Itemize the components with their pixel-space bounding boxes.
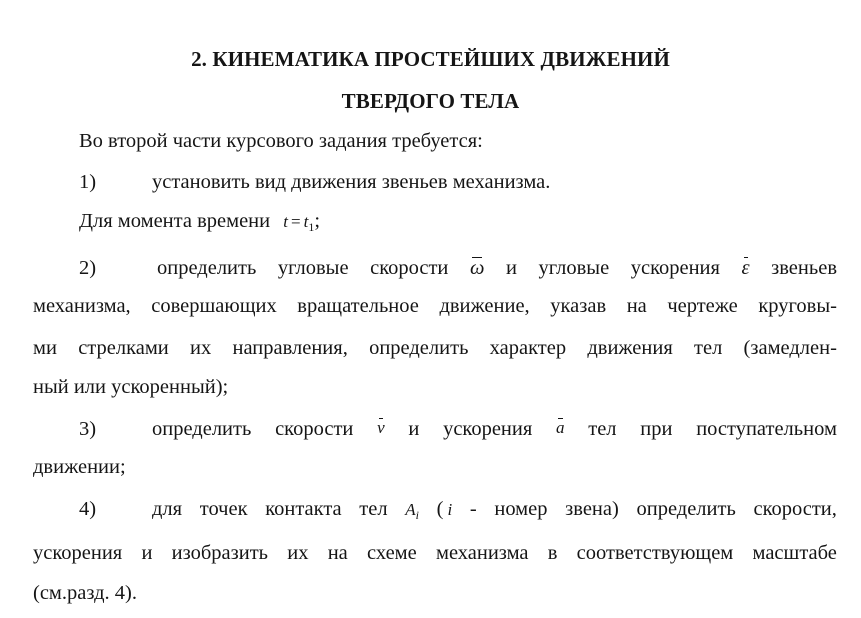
item-3-word: поступательном [696, 418, 837, 440]
item-2-word: определить [157, 257, 257, 279]
item-2-word: угловые [277, 257, 349, 279]
item-1-number: 1) [79, 171, 97, 193]
item-4-word: точек [199, 498, 248, 520]
item-4-word: масштабе [752, 542, 837, 564]
equals-sign: = [290, 212, 301, 231]
item-3-word: при [640, 418, 673, 440]
item-2-word: на [626, 295, 647, 317]
item-3-word: определить [152, 418, 252, 440]
item-3-line-2: движении; [33, 456, 126, 478]
item-2-line-3 [33, 337, 837, 360]
moment-semicolon: ; [314, 210, 321, 232]
item-4-word: и [141, 542, 153, 564]
item-2-line-2 [33, 295, 837, 318]
item-4-word: на [327, 542, 348, 564]
item-4-line-3: (см.разд. 4). [33, 582, 137, 604]
item-4-word: для [152, 498, 183, 520]
item-2-line-4: ный или ускоренный); [33, 376, 229, 398]
item-4-line-2 [33, 542, 837, 565]
item-4-word: изобразить [171, 542, 269, 564]
section-title-line-1: 2. КИНЕМАТИКА ПРОСТЕЙШИХ ДВИЖЕНИЙ [191, 47, 670, 71]
item-2-word: направления, [232, 337, 348, 359]
item-3-number: 3) [79, 418, 97, 440]
velocity-symbol: v [377, 418, 385, 441]
item-3-word: и [408, 418, 420, 440]
intro-paragraph: Во второй части курсового задания требуется: [79, 130, 483, 152]
item-4-word: - [469, 498, 477, 520]
item-2-word: вращательное [297, 295, 419, 317]
item-2-word: звеньев [771, 257, 837, 279]
contact-point-subscript: i [415, 508, 419, 522]
item-4-word: контакта [265, 498, 342, 520]
item-2-word: характер [489, 337, 567, 359]
item-4-word: звена) [565, 498, 619, 520]
paren-index: ( i [436, 498, 453, 520]
item-2-word: тел [694, 337, 723, 359]
item-2-word: совершающих [151, 295, 277, 317]
moment-line [79, 210, 320, 235]
index-variable: i [447, 500, 453, 519]
item-2-word: ускорения [630, 257, 720, 279]
item-2-word: и [505, 257, 517, 279]
contact-point-symbol [405, 498, 419, 523]
item-2-word: движения [587, 337, 673, 359]
item-2-word: определить [369, 337, 469, 359]
contact-point-letter: A [405, 500, 416, 519]
item-2-line-1 [157, 257, 837, 280]
time-variable: t [283, 212, 288, 231]
item-4-word: их [287, 542, 309, 564]
item-4-line-1 [152, 498, 837, 523]
omega-symbol: ω [469, 257, 485, 279]
item-2-word: стрелками [78, 337, 169, 359]
time-t1-variable: t [303, 212, 309, 231]
item-4-word: тел [359, 498, 388, 520]
item-2-word: (замедлен- [743, 337, 837, 359]
item-3-line-1 [152, 418, 837, 441]
item-2-number: 2) [79, 257, 97, 279]
moment-text: Для момента времени [79, 210, 271, 232]
item-3-word: ускорения [443, 418, 533, 440]
item-4-word: механизма [435, 542, 529, 564]
item-2-word: ми [33, 337, 57, 359]
item-4-word: в [547, 542, 558, 564]
item-2-word: скорости [370, 257, 449, 279]
section-title-line-2: ТВЕРДОГО ТЕЛА [341, 89, 520, 113]
item-4-word: определить [636, 498, 736, 520]
item-1-text: установить вид движения звеньев механизма. [152, 171, 551, 193]
item-4-number: 4) [79, 498, 97, 520]
item-4-word: номер [494, 498, 548, 520]
item-2-word: круговы- [758, 295, 837, 317]
item-4-word: соответствующем [576, 542, 734, 564]
item-2-word: указав [550, 295, 607, 317]
item-4-word: схеме [367, 542, 417, 564]
item-3-word: скорости [275, 418, 354, 440]
item-2-word: движение, [439, 295, 530, 317]
item-3-word: тел [588, 418, 617, 440]
item-2-word: чертеже [667, 295, 738, 317]
acceleration-symbol: a [556, 418, 565, 441]
time-subscript: 1 [308, 220, 315, 234]
epsilon-symbol: ε [741, 257, 750, 279]
item-2-word: их [190, 337, 212, 359]
item-2-word: угловые [538, 257, 610, 279]
item-4-word: ускорения [33, 542, 123, 564]
item-4-word: скорости, [753, 498, 837, 520]
item-2-word: механизма, [33, 295, 131, 317]
